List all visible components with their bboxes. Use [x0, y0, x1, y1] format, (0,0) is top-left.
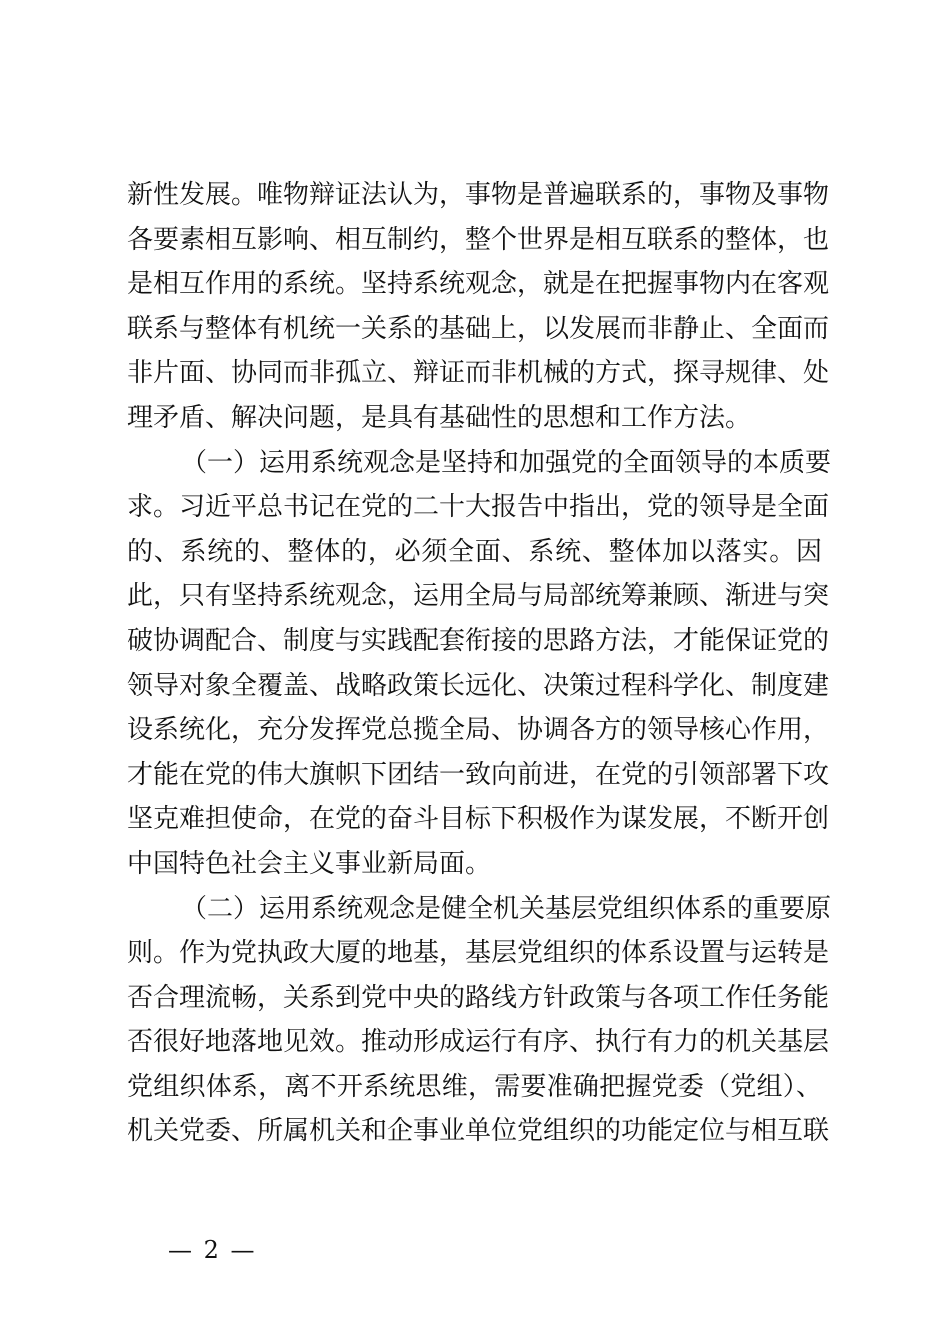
text-line: 否合理流畅，关系到党中央的路线方针政策与各项工作任务能: [127, 982, 830, 1013]
text-line: 联系与整体有机统一关系的基础上，以发展而非静止、全面而: [127, 313, 830, 344]
text-line: 新性发展。唯物辩证法认为，事物是普遍联系的，事物及事物: [127, 180, 830, 210]
text-line: （一）运用系统观念是坚持和加强党的全面领导的本质要: [181, 447, 832, 478]
text-line: 才能在党的伟大旗帜下团结一致向前进，在党的引领部署下攻: [127, 759, 830, 790]
text-line: 机关党委、所属机关和企事业单位党组织的功能定位与相互联: [127, 1116, 830, 1147]
body-text: [127, 173, 832, 1154]
text-line: 坚克难担使命，在党的奋斗目标下积极作为谋发展，不断开创: [127, 804, 830, 835]
text-line: 党组织体系，离不开系统思维，需要准确把握党委（党组）、: [127, 1071, 822, 1102]
text-line: 非片面、协同而非孤立、辩证而非机械的方式，探寻规律、处: [127, 358, 830, 389]
text-line: 破协调配合、制度与实践配套衔接的思路方法，才能保证党的: [127, 625, 830, 656]
page-number: — 2 —: [168, 1236, 257, 1264]
text-line: （二）运用系统观念是健全机关基层党组织体系的重要原: [181, 893, 832, 924]
text-line: 是相互作用的系统。坚持系统观念，就是在把握事物内在客观: [127, 269, 830, 300]
text-line: 理矛盾、解决问题，是具有基础性的思想和工作方法。: [127, 402, 752, 433]
text-line: 否很好地落地见效。推动形成运行有序、执行有力的机关基层: [127, 1027, 830, 1058]
text-line: 则。作为党执政大厦的地基，基层党组织的体系设置与运转是: [127, 938, 830, 969]
text-line: 的、系统的、整体的，必须全面、系统、整体加以落实。因: [127, 536, 822, 567]
text-line: 中国特色社会主义事业新局面。: [127, 848, 492, 879]
text-line: 设系统化，充分发挥党总揽全局、协调各方的领导核心作用，: [127, 715, 830, 746]
text-line: 各要素相互影响、相互制约，整个世界是相互联系的整体，也: [127, 224, 830, 255]
text-line: 领导对象全覆盖、战略政策长远化、决策过程科学化、制度建: [127, 670, 830, 701]
text-line: 求。习近平总书记在党的二十大报告中指出，党的领导是全面: [127, 492, 830, 523]
text-line: 此，只有坚持系统观念，运用全局与局部统筹兼顾、渐进与突: [127, 581, 830, 612]
